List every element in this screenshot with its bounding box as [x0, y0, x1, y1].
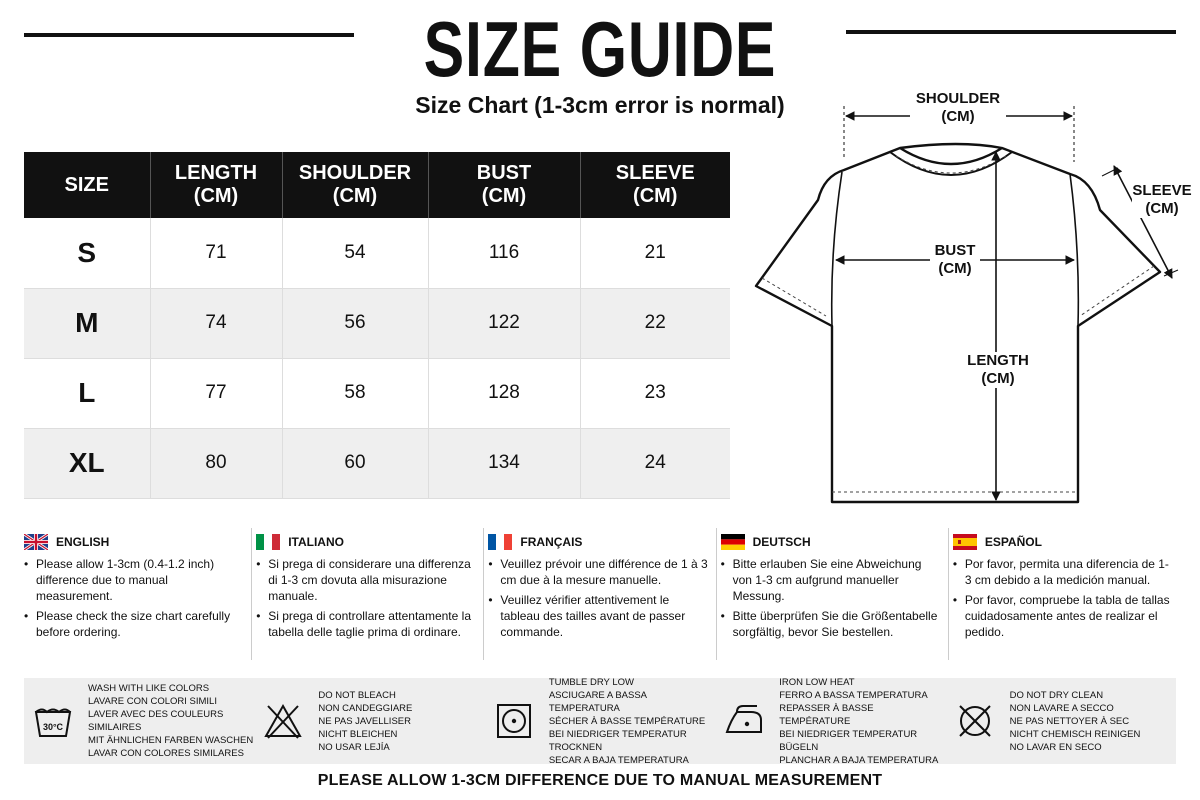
note-item: • Por favor, permita una diferencia de 1-3 cm debido a la medición manual.: [953, 556, 1174, 588]
care-text: TUMBLE DRY LOW ASCIUGARE A BASSA TEMPERATURA SÉCHER À BASSE TEMPÉRATURE BEI NIEDRIGER TEMPERATUR TROCKNEN SECAR A BAJA TEMPERATURA: [548, 676, 706, 766]
care-text: WASH WITH LIKE COLORS LAVARE CON COLORI SIMILI LAVER AVEC DES COULEURS SIMILAIRES MIT ÄHNLICHEN FARBEN WASCHEN LAVAR CON COLORES SIMILARES: [88, 683, 254, 759]
header-shoulder: SHOULDER (CM): [282, 152, 428, 218]
care-item-wash: [24, 678, 254, 764]
note-item: • Veuillez vérifier attentivement le tableau des tailles avant de passer commande.: [488, 592, 709, 640]
header-size: SIZE: [24, 152, 150, 218]
care-text: IRON LOW HEAT FERRO A BASSA TEMPERATURA REPASSER À BASSE TEMPÉRATURE BEI NIEDRIGER TEMPERATUR BÜGELN PLANCHAR A BAJA TEMPERATURA: [779, 676, 939, 766]
care-item-dryclean: [946, 678, 1176, 764]
no-bleach-icon: [262, 700, 304, 742]
lang-name: ESPAÑOL: [984, 535, 1042, 549]
size-cell: L: [24, 358, 150, 428]
header-length: LENGTH (CM): [150, 152, 282, 218]
lang-name: DEUTSCH: [752, 535, 811, 549]
no-dry-clean-icon: [954, 700, 996, 742]
lang-name: ENGLISH: [56, 535, 110, 549]
size-chart-table: [24, 152, 730, 499]
care-item-bleach: [254, 678, 484, 764]
shoulder-cell: 54: [282, 218, 428, 288]
shoulder-cell: 56: [282, 288, 428, 358]
size-cell: XL: [24, 428, 150, 498]
table-row: [24, 218, 730, 288]
care-text: DO NOT BLEACH NON CANDEGGIARE NE PAS JAVELLISER NICHT BLEICHEN NO USAR LEJÍA: [318, 689, 413, 753]
germany-flag-icon: [721, 534, 745, 550]
note-item: • Si prega di controllare attentamente la tabella delle taglie prima di ordinare.: [256, 608, 477, 640]
lang-german: [717, 528, 949, 660]
lang-name: ITALIANO: [288, 535, 344, 549]
page-title: SIZE GUIDE: [423, 5, 777, 93]
size-cell: S: [24, 218, 150, 288]
italy-flag-icon: [256, 534, 280, 550]
shoulder-cell: 60: [282, 428, 428, 498]
bust-cell: 116: [428, 218, 580, 288]
shoulder-label: SHOULDER (CM): [910, 90, 1006, 126]
bust-cell: 134: [428, 428, 580, 498]
sleeve-cell: 23: [580, 358, 730, 428]
tumble-dry-low-icon: [493, 700, 535, 742]
lang-french: [484, 528, 716, 660]
note-item: • Veuillez prévoir une différence de 1 à 3 cm due à la mesure manuelle.: [488, 556, 709, 588]
note-item: • Please check the size chart carefully before ordering.: [24, 608, 245, 640]
wash-temp-label: 30°C: [42, 722, 64, 732]
length-cell: 77: [150, 358, 282, 428]
header-sleeve: SLEEVE (CM): [580, 152, 730, 218]
note-item: • Por favor, compruebe la tabla de tallas cuidadosamente antes de realizar el pedido.: [953, 592, 1174, 640]
length-label: LENGTH (CM): [967, 352, 1029, 387]
lang-english: [20, 528, 252, 660]
note-item: • Please allow 1-3cm (0.4-1.2 inch) difference due to manual measurement.: [24, 556, 245, 604]
length-cell: 71: [150, 218, 282, 288]
bust-cell: 122: [428, 288, 580, 358]
lang-spanish: [949, 528, 1180, 660]
size-cell: M: [24, 288, 150, 358]
sleeve-cell: 24: [580, 428, 730, 498]
sleeve-label: SLEEVE (CM): [1132, 182, 1192, 217]
spain-flag-icon: [953, 534, 977, 550]
table-header-row: [24, 152, 730, 218]
care-text: DO NOT DRY CLEAN NON LAVARE A SECCO NE PAS NETTOYER À SEC NICHT CHEMISCH REINIGEN NO LAVAR EN SECO: [1009, 689, 1141, 753]
tshirt-icon: [740, 80, 1200, 520]
lang-italian: [252, 528, 484, 660]
table-row: [24, 288, 730, 358]
note-item: • Bitte erlauben Sie eine Abweichung von 1-3 cm aufgrund manueller Messung.: [721, 556, 942, 604]
wash-30-icon: [32, 700, 74, 742]
table-row: [24, 358, 730, 428]
care-instructions: [24, 678, 1176, 764]
shoulder-cell: 58: [282, 358, 428, 428]
tshirt-measurement-diagram: [740, 80, 1200, 520]
length-cell: 80: [150, 428, 282, 498]
bust-label: BUST (CM): [930, 242, 980, 278]
header-bust: BUST (CM): [428, 152, 580, 218]
language-notes: [20, 528, 1180, 660]
uk-flag-icon: [24, 534, 48, 550]
table-row: [24, 428, 730, 498]
note-item: • Si prega di considerare una differenza di 1-3 cm dovuta alla misurazione manuale.: [256, 556, 477, 604]
page-subtitle: Size Chart (1-3cm error is normal): [415, 92, 785, 118]
footer-note: PLEASE ALLOW 1-3CM DIFFERENCE DUE TO MANUAL MEASUREMENT: [317, 772, 883, 789]
care-item-iron: [715, 678, 945, 764]
lang-name: FRANÇAIS: [520, 535, 583, 549]
sleeve-cell: 22: [580, 288, 730, 358]
length-cell: 74: [150, 288, 282, 358]
france-flag-icon: [488, 534, 512, 550]
note-item: • Bitte überprüfen Sie die Größentabelle sorgfältig, bevor Sie bestellen.: [721, 608, 942, 640]
care-item-dry: [485, 678, 715, 764]
sleeve-cell: 21: [580, 218, 730, 288]
bust-cell: 128: [428, 358, 580, 428]
iron-low-heat-icon: [723, 700, 765, 742]
